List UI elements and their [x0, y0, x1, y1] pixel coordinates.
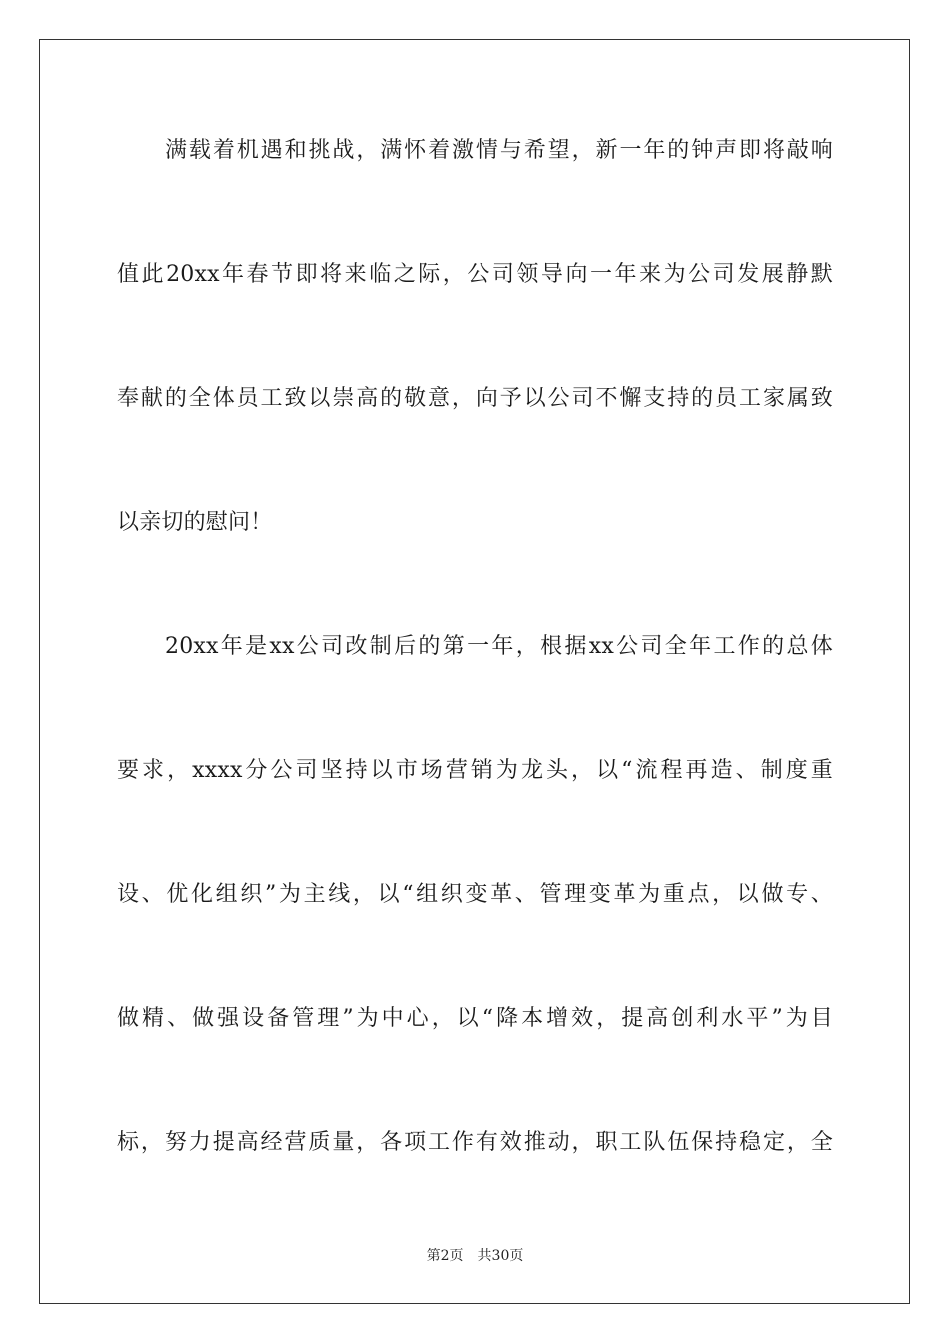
text-line: 满载着机遇和挑战，满怀着激情与希望，新一年的钟声即将敲响 [165, 138, 833, 163]
text-line: 标，努力提高经营质量，各项工作有效推动，职工队伍保持稳定，全 [117, 1130, 833, 1155]
text-line: 以亲切的慰问！ [117, 510, 273, 535]
text-line: 设、优化组织”为主线，以“组织变革、管理变革为重点，以做专、 [117, 882, 833, 907]
text-line: 做精、做强设备管理”为中心，以“降本增效，提高创利水平”为目 [117, 1006, 833, 1031]
page-footer [0, 1247, 950, 1265]
text-line: 值此20xx年春节即将来临之际，公司领导向一年来为公司发展静默 [117, 262, 833, 287]
text-line: 要求，xxxx分公司坚持以市场营销为龙头，以“流程再造、制度重 [117, 758, 833, 783]
page-border [39, 39, 910, 1304]
page-total: 共30页 [477, 1248, 524, 1264]
text-line: 20xx年是xx公司改制后的第一年，根据xx公司全年工作的总体 [165, 634, 833, 659]
page-number: 第2页 [426, 1248, 464, 1264]
text-line: 奉献的全体员工致以崇高的敬意，向予以公司不懈支持的员工家属致 [117, 386, 833, 411]
